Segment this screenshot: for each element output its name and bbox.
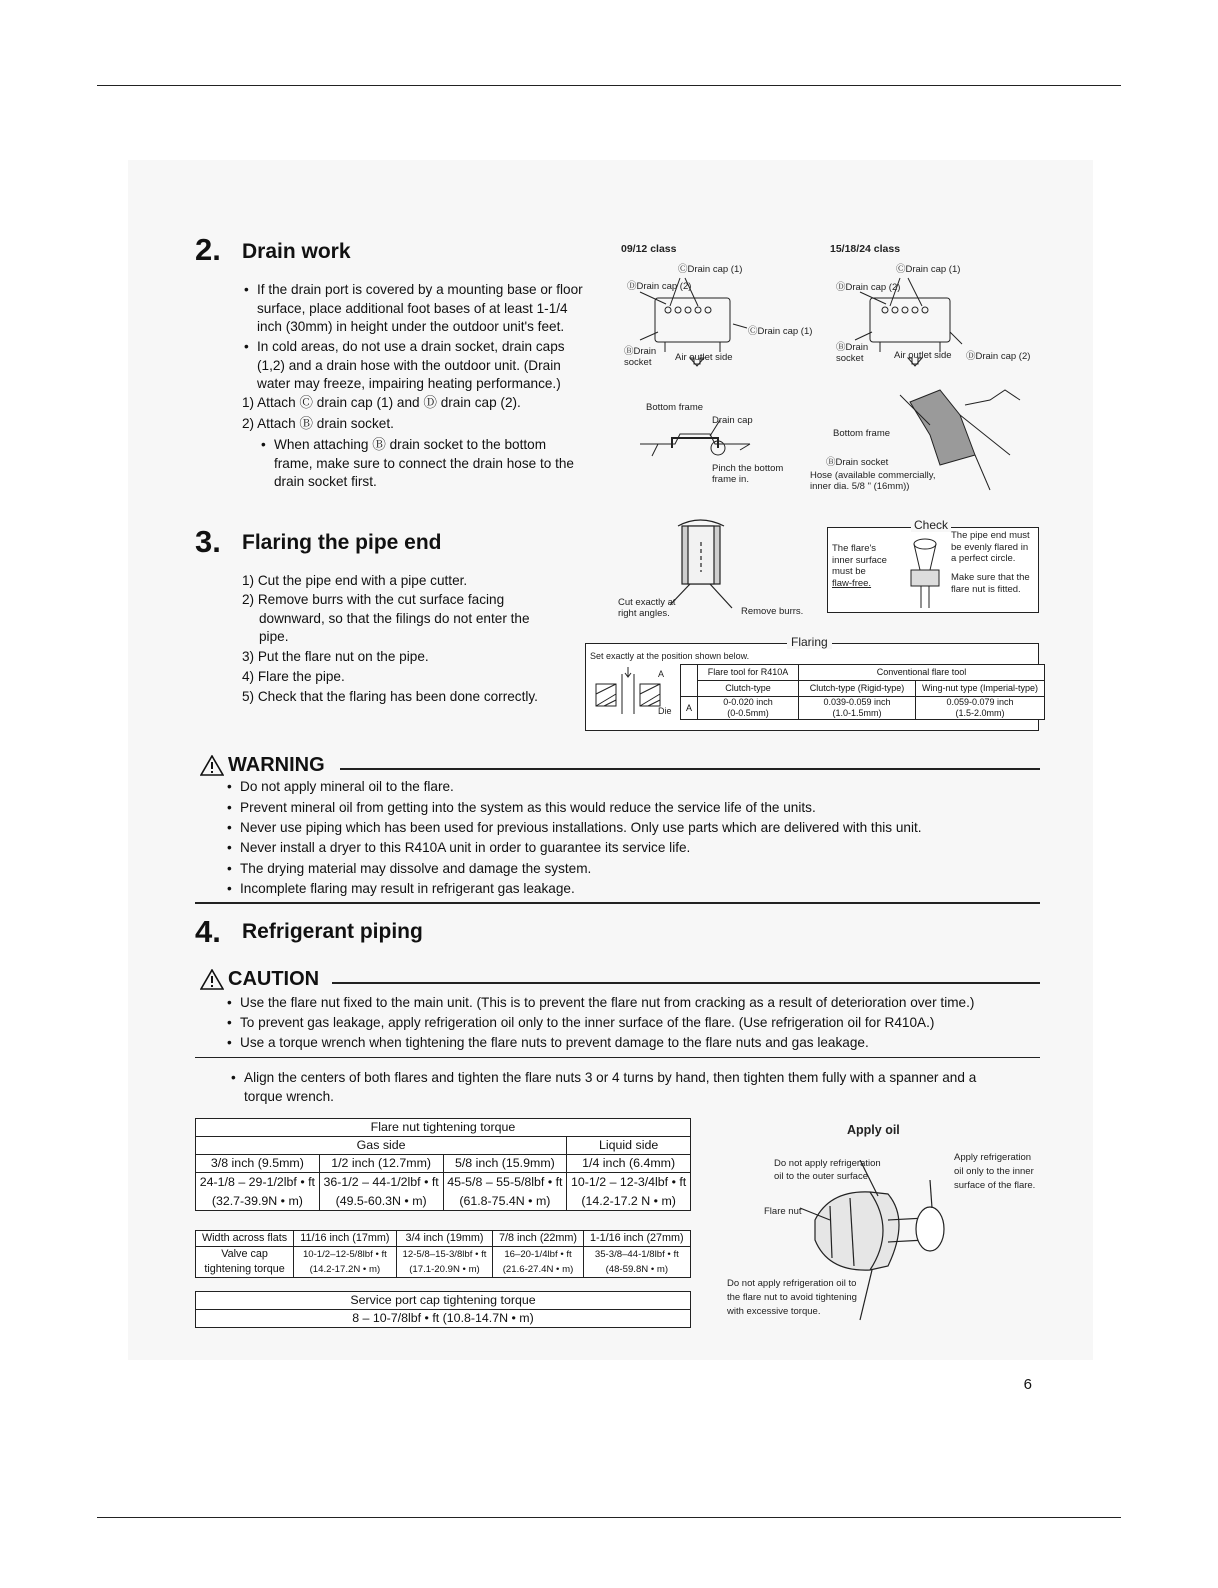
drain-step-1: 1) Attach Ⓒ drain cap (1) and Ⓓ drain cap (2). bbox=[242, 395, 521, 410]
flare-step-2: 2) Remove burrs with the cut surface facing bbox=[242, 592, 505, 607]
torque-cell: 36-1/2 – 44-1/2lbf • ft (49.5-60.3N • m) bbox=[319, 1173, 443, 1211]
torque-cell: 45-5/8 – 55-5/8lbf • ft (61.8-75.4N • m) bbox=[443, 1173, 567, 1211]
size-cell: 5/8 inch (15.9mm) bbox=[443, 1155, 567, 1173]
bottom-frame-label-a: Bottom frame bbox=[646, 402, 704, 413]
class-09-12-label: 09/12 class bbox=[621, 243, 677, 255]
die-a-label: A bbox=[658, 669, 665, 679]
align-note: • Align the centers of both flares and tighten the flare nuts 3 or 4 turns by hand, then tighten them fully with a spanner and a torque wrench. bbox=[231, 1070, 977, 1104]
set-exactly-label: Set exactly at the position shown below. bbox=[590, 651, 750, 661]
wing-nut-header: Wing-nut type (Imperial-type) bbox=[916, 681, 1045, 697]
size-cell: 1/2 inch (12.7mm) bbox=[319, 1155, 443, 1173]
drain-cap-label: Drain cap bbox=[712, 415, 753, 426]
remove-burrs-label: Remove burrs. bbox=[741, 606, 804, 617]
air-outlet-label-b: Air outlet side bbox=[894, 350, 952, 361]
section-3-number: 3. bbox=[195, 524, 221, 559]
warning-bottom-rule bbox=[195, 902, 1040, 904]
page-number: 6 bbox=[1023, 1376, 1032, 1393]
torque-table-title: Flare nut tightening torque bbox=[196, 1119, 691, 1137]
section-4-title: Refrigerant piping bbox=[242, 920, 423, 943]
pipe-end-label: The pipe end must be evenly flared in a perfect circle. bbox=[951, 530, 1030, 564]
drain-cap-2-label-a: ⒹDrain cap (2) bbox=[627, 281, 692, 292]
caution-rule bbox=[332, 982, 1040, 984]
width-label: Width across flats bbox=[196, 1231, 294, 1247]
flaring-value-2: 0.039-0.059 inch (1.0-1.5mm) bbox=[799, 697, 916, 720]
top-rule bbox=[97, 85, 1121, 86]
drain-sub-bullet: • When attaching Ⓑ drain socket to the bottom frame, make sure to connect the drain hose to the drain socket first. bbox=[261, 437, 574, 489]
check-label: Check bbox=[911, 518, 951, 532]
torque-cell: 10-1/2 – 12-3/4lbf • ft (14.2-17.2 N • m) bbox=[567, 1173, 691, 1211]
drain-cap-2-label-b: ⒹDrain cap (2) bbox=[836, 282, 901, 293]
service-port-table bbox=[195, 1291, 691, 1328]
flaring-table bbox=[680, 664, 1045, 720]
size-cell: 1/4 inch (6.4mm) bbox=[567, 1155, 691, 1173]
warning-item-3: • Never use piping which has been used for previous installations. Only use parts which are delivered with this unit. bbox=[227, 820, 922, 835]
drain-bullet-2: • In cold areas, do not use a drain socket, drain caps (1,2) and a drain hose with the outdoor unit. (Drain water may freeze, impairing heating performance.) bbox=[244, 339, 565, 391]
flaring-corner bbox=[681, 665, 698, 697]
class-15-24-label: 15/18/24 class bbox=[830, 243, 901, 255]
drain-socket-label-b: ⒷDrain socket bbox=[836, 342, 869, 364]
flare-nut-fitted-label: Make sure that the flare nut is fitted. bbox=[951, 572, 1030, 595]
warning-item-1: • Do not apply mineral oil to the flare. bbox=[227, 779, 454, 794]
valve-torque-cell: 10-1/2–12-5/8lbf • ft (14.2-17.2N • m) bbox=[294, 1247, 397, 1278]
caution-icon bbox=[200, 969, 224, 990]
caution-item-3: • Use a torque wrench when tightening the flare nuts to prevent damage to the flare nuts and gas leakage. bbox=[227, 1035, 869, 1050]
bottom-frame-label-b: Bottom frame bbox=[833, 428, 891, 439]
flare-step-5: 5) Check that the flaring has been done correctly. bbox=[242, 689, 538, 704]
cut-label: Cut exactly at right angles. bbox=[618, 597, 676, 619]
valve-cap-label: Valve cap tightening torque bbox=[196, 1247, 294, 1278]
drain-cap-1-label-a: ⒸDrain cap (1) bbox=[678, 264, 743, 275]
gas-side-header: Gas side bbox=[196, 1137, 567, 1155]
flare-step-3: 3) Put the flare nut on the pipe. bbox=[242, 649, 429, 664]
drain-cap-1-label-b: ⒸDrain cap (1) bbox=[896, 264, 961, 275]
valve-torque-cell: 12-5/8–15-3/8lbf • ft (17.1-20.9N • m) bbox=[396, 1247, 493, 1278]
caution-bottom-rule bbox=[195, 1057, 1040, 1058]
flare-step-4: 4) Flare the pipe. bbox=[242, 669, 345, 684]
air-outlet-label-a: Air outlet side bbox=[675, 352, 733, 363]
width-cell: 7/8 inch (22mm) bbox=[493, 1231, 583, 1247]
drain-socket-label-a: ⒷDrain socket bbox=[624, 346, 657, 368]
torque-cell: 24-1/8 – 29-1/2lbf • ft (32.7-39.9N • m) bbox=[196, 1173, 320, 1211]
no-nut-label: Do not apply refrigeration oil to the flare nut to avoid tightening with excessive torque. bbox=[727, 1278, 857, 1317]
caution-item-1: • Use the flare nut fixed to the main unit. (This is to prevent the flare nut from cracking as a result of deterioration over time.) bbox=[227, 995, 975, 1010]
flare-nut-label: Flare nut bbox=[764, 1206, 802, 1217]
warning-icon bbox=[200, 755, 224, 776]
section-3-title: Flaring the pipe end bbox=[242, 531, 442, 554]
bottom-rule bbox=[97, 1517, 1121, 1518]
flare-step-2c: pipe. bbox=[259, 629, 289, 644]
apply-oil-title: Apply oil bbox=[847, 1123, 900, 1137]
valve-torque-cell: 35-3/8–44-1/8lbf • ft (48-59.8N • m) bbox=[583, 1247, 690, 1278]
valve-torque-cell: 16–20-1/4lbf • ft (21.6-27.4N • m) bbox=[493, 1247, 583, 1278]
valve-cap-table bbox=[195, 1230, 691, 1278]
clutch-rigid-header: Clutch-type (Rigid-type) bbox=[799, 681, 916, 697]
warning-item-2: • Prevent mineral oil from getting into the system as this would reduce the service life of the units. bbox=[227, 800, 816, 815]
section-2-number: 2. bbox=[195, 232, 221, 267]
torque-table bbox=[195, 1118, 691, 1211]
tool-r410a-header: Flare tool for R410A bbox=[698, 665, 799, 681]
apply-inner-label: Apply refrigeration oil only to the inner surface of the flare. bbox=[954, 1152, 1036, 1191]
drain-step-2: 2) Attach Ⓑ drain socket. bbox=[242, 416, 394, 431]
flaring-value-3: 0.059-0.079 inch (1.5-2.0mm) bbox=[916, 697, 1045, 720]
size-cell: 3/8 inch (9.5mm) bbox=[196, 1155, 320, 1173]
flaring-label: Flaring bbox=[787, 635, 832, 649]
flare-step-1: 1) Cut the pipe end with a pipe cutter. bbox=[242, 573, 468, 588]
caution-heading: CAUTION bbox=[200, 968, 319, 991]
flaring-row-a: A bbox=[681, 697, 698, 720]
section-4-number: 4. bbox=[195, 914, 221, 949]
flare-check-drawing bbox=[895, 530, 955, 610]
no-outer-label: Do not apply refrigeration oil to the outer surface. bbox=[774, 1158, 881, 1182]
flare-step-2b: downward, so that the filings do not enter the bbox=[259, 611, 530, 626]
conventional-header: Conventional flare tool bbox=[799, 665, 1045, 681]
service-port-value: 8 – 10-7/8lbf • ft (10.8-14.7N • m) bbox=[196, 1310, 691, 1328]
pinch-label: Pinch the bottom frame in. bbox=[712, 463, 784, 485]
hose-label: Hose (available commercially, inner dia. 5/8 " (16mm)) bbox=[810, 470, 936, 492]
drain-cap-1-side-label: ⒸDrain cap (1) bbox=[748, 326, 813, 337]
warning-item-6: • Incomplete flaring may result in refrigerant gas leakage. bbox=[227, 881, 575, 896]
caution-item-2: • To prevent gas leakage, apply refrigeration oil only to the inner surface of the flare. (Use refrigeration oil for R410A.) bbox=[227, 1015, 935, 1030]
section-2-title: Drain work bbox=[242, 240, 351, 263]
liquid-side-header: Liquid side bbox=[567, 1137, 691, 1155]
width-cell: 1-1/16 inch (27mm) bbox=[583, 1231, 690, 1247]
drain-cap-2-side-label: ⒹDrain cap (2) bbox=[966, 351, 1031, 362]
width-cell: 3/4 inch (19mm) bbox=[396, 1231, 493, 1247]
clutch-type-header: Clutch-type bbox=[698, 681, 799, 697]
service-port-title: Service port cap tightening torque bbox=[196, 1292, 691, 1310]
drain-bullet-1: • If the drain port is covered by a mounting base or floor surface, place additional foot bases of at least 1-1/4 inch (30mm) in height under the outdoor unit's feet. bbox=[244, 282, 583, 334]
flare-inner-label: The flare's inner surface must be flaw-free. bbox=[832, 543, 887, 589]
warning-item-5: • The drying material may dissolve and damage the system. bbox=[227, 861, 592, 876]
warning-heading: WARNING bbox=[200, 754, 325, 777]
flaring-value-1: 0-0.020 inch (0-0.5mm) bbox=[698, 697, 799, 720]
width-cell: 11/16 inch (17mm) bbox=[294, 1231, 397, 1247]
die-label: Die bbox=[658, 706, 672, 716]
drain-socket-label-c: ⒷDrain socket bbox=[826, 457, 889, 468]
warning-item-4: • Never install a dryer to this R410A unit in order to guarantee its service life. bbox=[227, 840, 691, 855]
warning-rule bbox=[340, 768, 1040, 770]
